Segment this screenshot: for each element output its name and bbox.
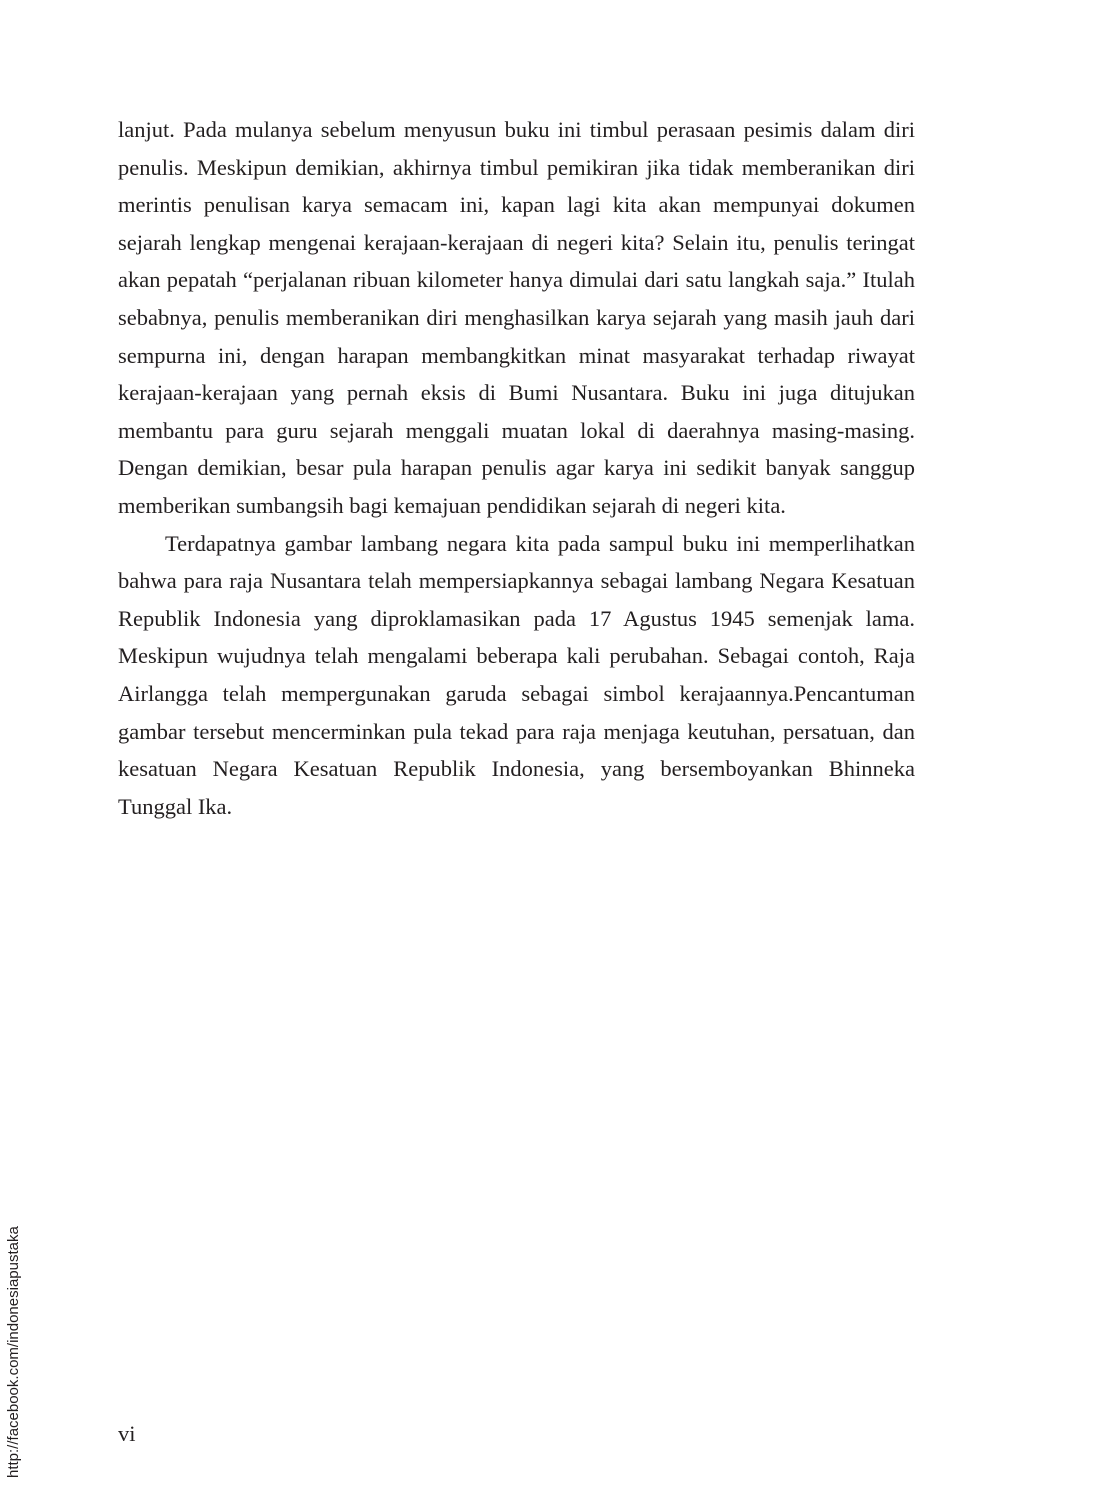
paragraph-2: Terdapatnya gambar lambang negara kita pada sampul buku ini memperlihatkan bahwa para raja Nusantara telah mempersiapkannya sebagai lambang Negara Kesatuan Republik Indonesia yang diproklamasikan pada 17 Agustus 1945 semenjak lama. Meskipun wujudnya telah mengalami beberapa kali perubahan. Sebagai contoh, Raja Airlangga telah mempergunakan garuda sebagai simbol kerajaannya.Pencantuman gambar tersebut mencerminkan pula tekad para raja menjaga keutuhan, persatuan, dan kesatuan Negara Kesatuan Republik Indonesia, yang bersemboyankan Bhinneka Tunggal Ika. <box>118 530 915 819</box>
paragraph-1: lanjut. Pada mulanya sebelum menyusun buku ini timbul perasaan pesimis dalam diri penulis. Meskipun demikian, akhirnya timbul pemikiran jika tidak memberanikan diri merintis penulisan karya semacam ini, kapan lagi kita akan mempunyai dokumen sejarah lengkap mengenai kerajaan-kerajaan di negeri kita? Selain itu, penulis teringat akan pepatah “perjalanan ribuan kilometer hanya dimulai dari satu langkah saja.” Itulah sebabnya, penulis memberanikan diri menghasilkan karya sejarah yang masih jauh dari sempurna ini, dengan harapan membangkitkan minat masyarakat terhadap riwayat kerajaan-kerajaan yang pernah eksis di Bumi Nusantara. Buku ini juga ditujukan membantu para guru sejarah menggali muatan lokal di daerahnya masing-masing. Dengan demikian, besar pula harapan penulis agar karya ini sedikit banyak sanggup memberikan sumbangsih bagi kemajuan pendidikan sejarah di negeri kita. <box>118 117 915 518</box>
watermark-text: http://facebook.com/indonesiapustaka <box>5 1226 22 1478</box>
watermark-url <box>2 1194 26 1478</box>
body-text <box>118 111 915 825</box>
page-number: vi <box>118 1421 136 1446</box>
